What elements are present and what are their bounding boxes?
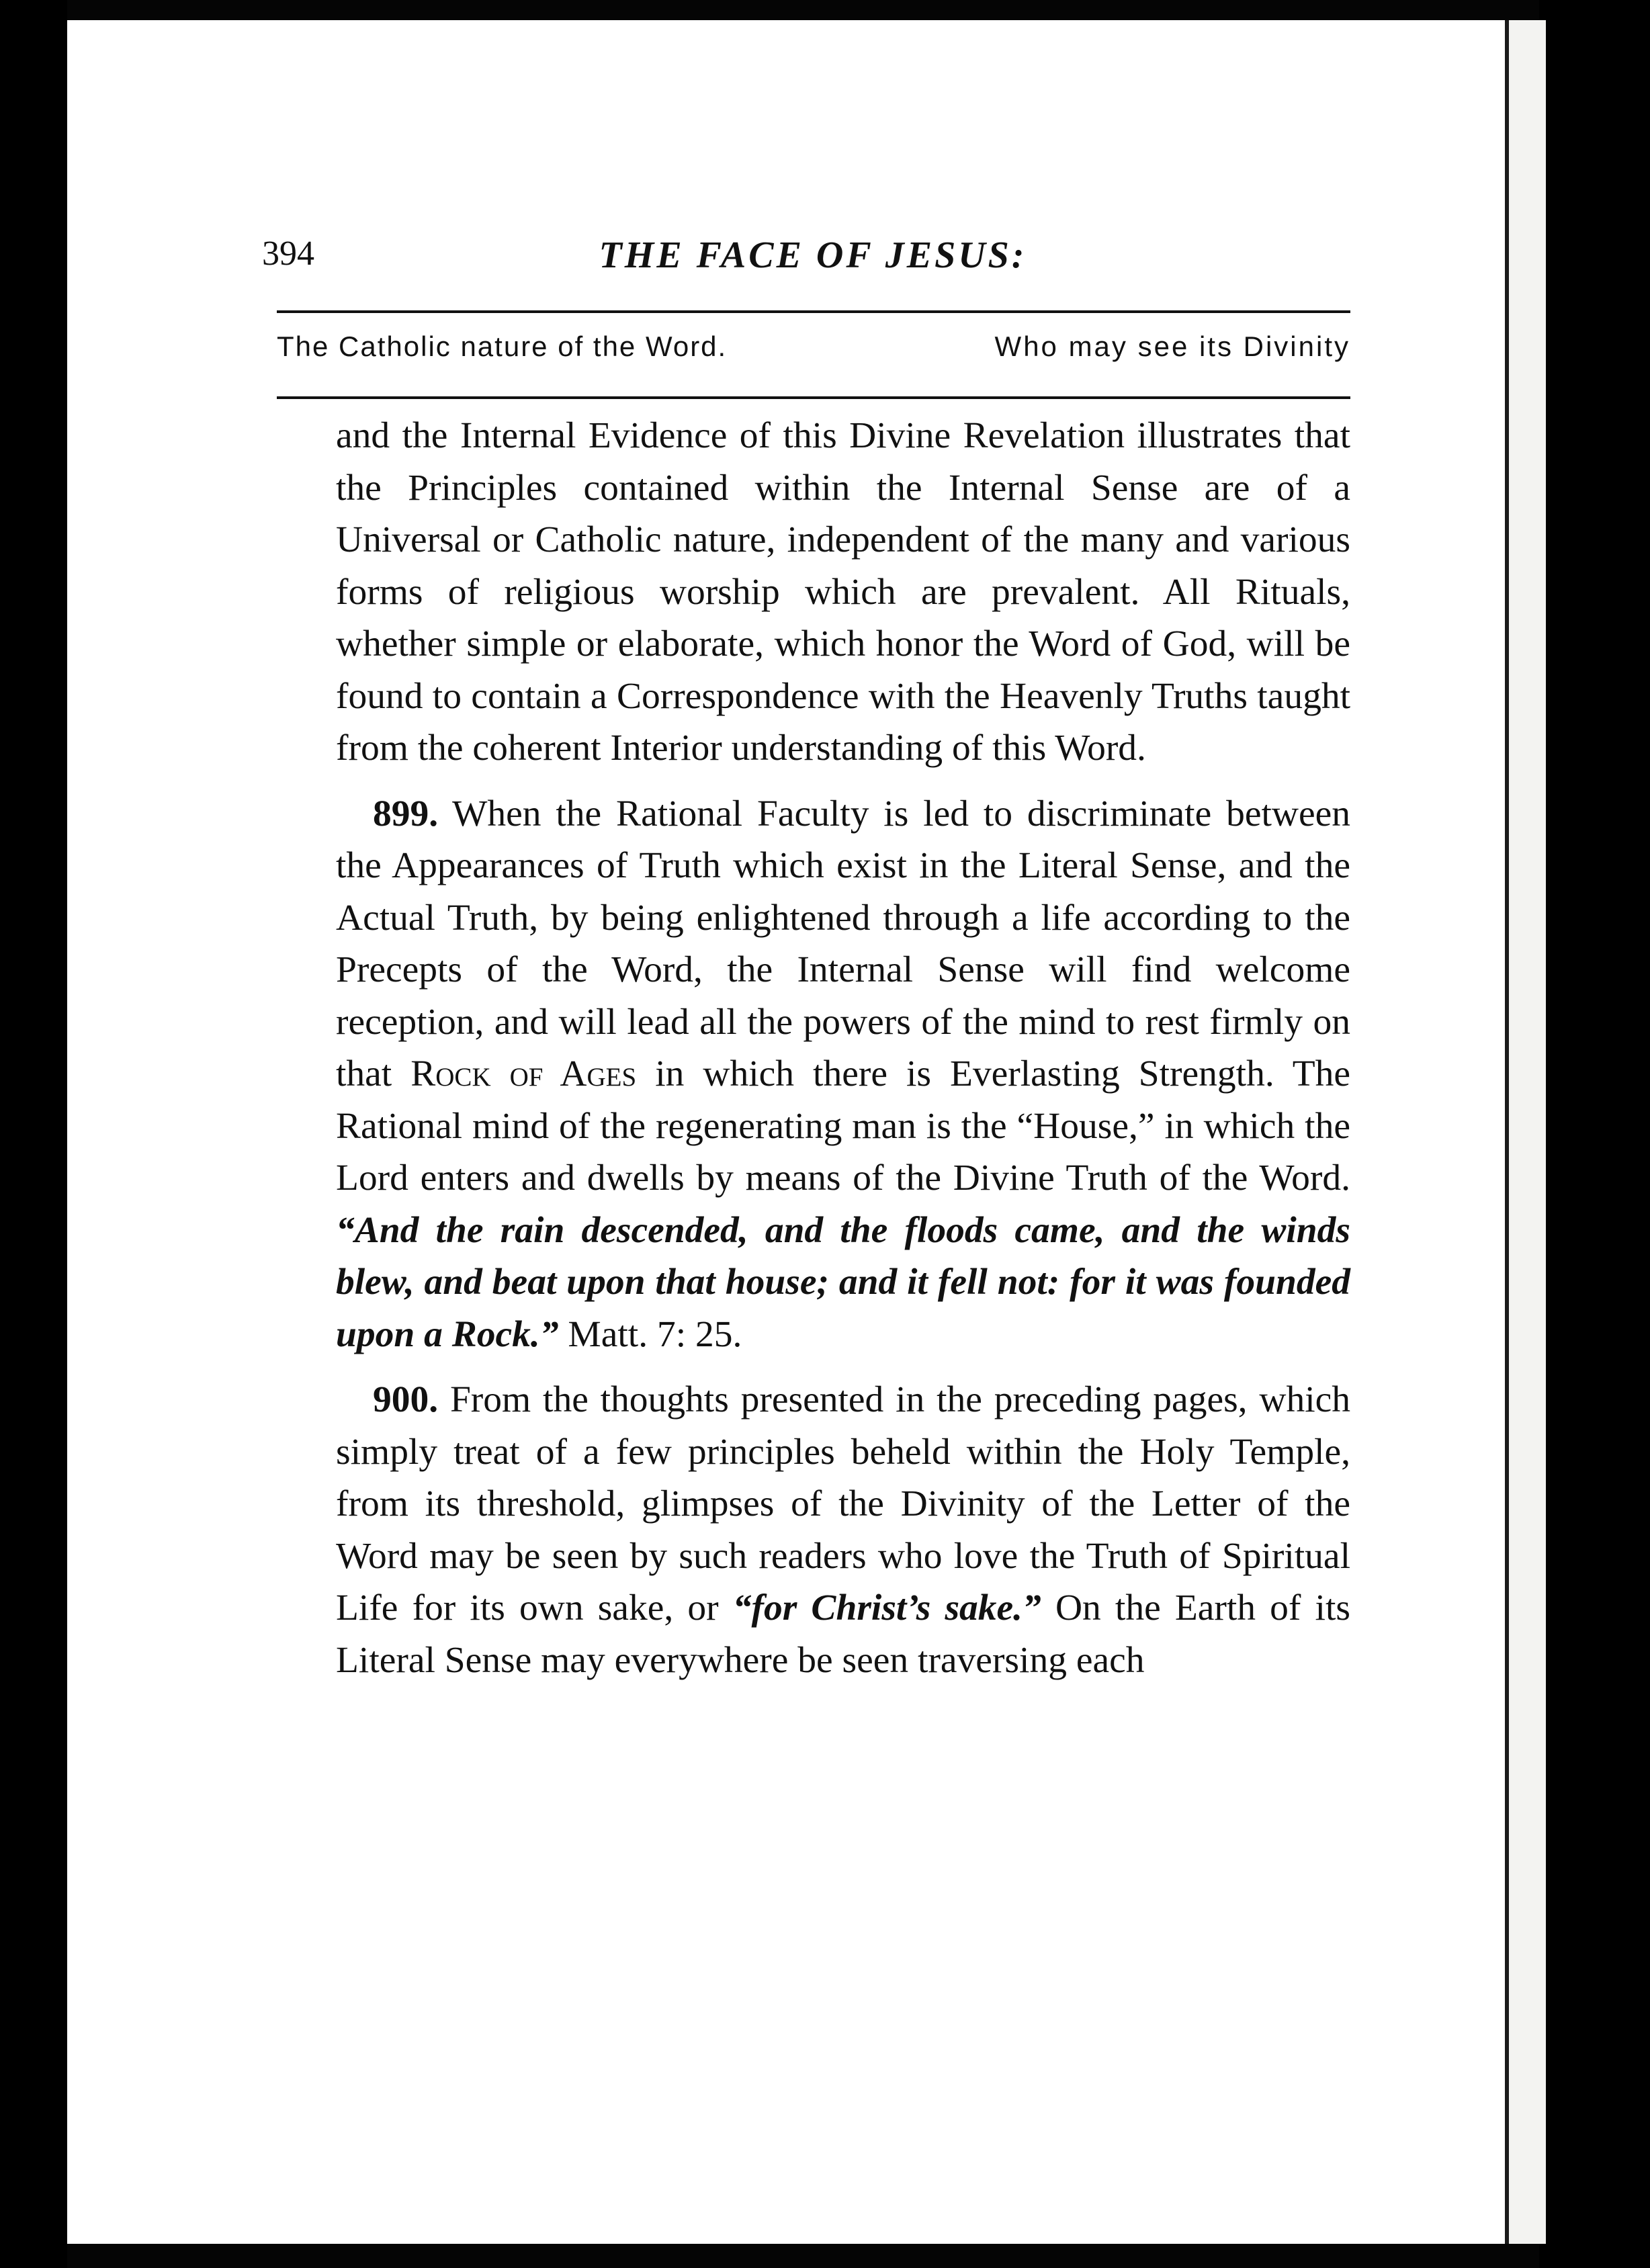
header-rule-top [277,310,1350,313]
paragraph-continued [336,410,1350,775]
paragraph-text: When the Rational Faculty is led to discriminate between the Appearances of Truth which exist in the Literal Sense, and the Actual Truth, by being enlightened through a life according to the Precepts of the Word, the Internal Sense will find welcome reception, and will lead all the powers of the mind to rest firmly on that [336,793,1351,1094]
scripture-quote: “And the rain descended, and the floods came, and the winds blew, and beat upon that house; and it fell not: for it was founded upon a Rock.” [336,1209,1350,1355]
small-caps-phrase: Rock of Ages [410,1053,637,1094]
paragraph-text: From the thoughts presented in the preceding pages, which simply treat of a few principles beheld within the Holy Temple, from its threshold, glimpses of the Divinity of the Letter of the Word may be seen by such readers who love the Truth of Spiritual Life for its own sake, or [336,1379,1350,1628]
subhead-left: The Catholic nature of the Word. [277,331,728,362]
scan-border-left [0,0,67,2268]
header-rule-bottom [277,396,1350,399]
paragraph-899 [336,788,1350,1361]
paragraph-900 [336,1374,1350,1686]
scripture-quote: “for Christ’s sake.” [732,1587,1041,1628]
paragraph-number: 900. [373,1379,439,1420]
marginal-subheads [277,331,1350,378]
page-header [262,234,1364,288]
page-number: 394 [262,234,314,273]
paragraph-text: in which there is Everlasting Strength. The Rational mind of the regenerating man is the “House,” in which the Lord enters and dwells by means of the Divine Truth of the Word. [336,1053,1350,1198]
page-edge [1505,20,1546,2244]
running-title: THE FACE OF JESUS: [599,234,1027,276]
body-text [336,410,1350,1686]
scan-border-right [1539,0,1650,2268]
paragraph-text: On the Earth of its Literal Sense may everywhere be seen traversing each [336,1587,1350,1681]
paragraph-text: and the Internal Evidence of this Divine Revelation illustrates that the Principles contained within the Internal Sense are of a Universal or Catholic nature, independent of the many and various forms of religious worship which are prevalent. All Rituals, whether simple or elaborate, which honor the Word of God, will be found to contain a Correspondence with the Heavenly Truths taught from the coherent Interior understanding of this Word. [336,415,1350,769]
paragraph-number: 899. [373,793,439,834]
scripture-citation: Matt. 7: 25. [568,1313,742,1355]
subhead-right: Who may see its Divinity [994,331,1350,362]
